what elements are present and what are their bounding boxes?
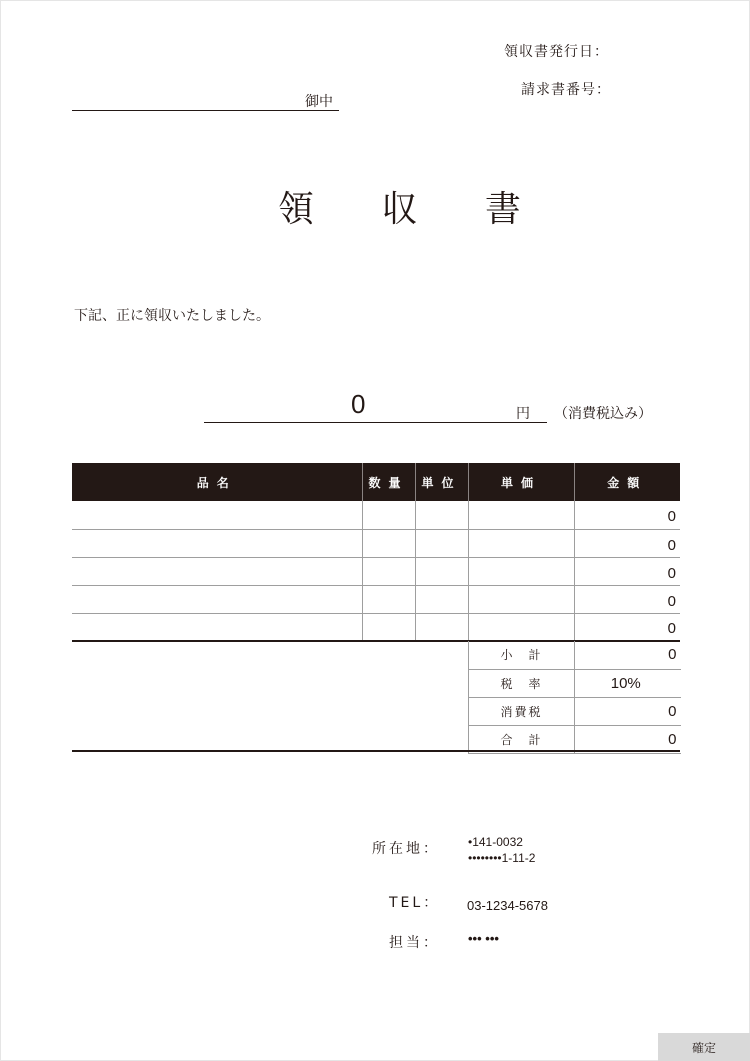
header-unit: 単位	[415, 463, 468, 501]
postal-code: •141-0032	[468, 835, 523, 849]
total-row	[469, 725, 681, 753]
receipt-message: 下記、正に領収いたしました。	[74, 308, 270, 324]
item-amount-cell: 0	[574, 585, 680, 613]
item-qty-cell[interactable]	[362, 613, 415, 641]
item-unit-cell[interactable]	[415, 613, 468, 641]
item-amount-cell: 0	[574, 613, 680, 641]
item-name-cell[interactable]	[72, 585, 362, 613]
subtotal-label: 小 計	[469, 641, 575, 669]
item-qty-cell[interactable]	[362, 557, 415, 585]
item-price-cell[interactable]	[468, 613, 574, 641]
tax-row	[469, 697, 681, 725]
summary-table	[468, 641, 681, 754]
tax-label: 消費税	[469, 697, 575, 725]
addressee-line	[72, 110, 339, 111]
item-name-cell[interactable]	[72, 557, 362, 585]
subtotal-row	[469, 641, 681, 669]
item-amount-cell: 0	[574, 501, 680, 529]
contact-label: 担当：	[389, 935, 440, 951]
item-price-cell[interactable]	[468, 529, 574, 557]
page-title: 領 収 書	[278, 189, 549, 230]
confirm-button[interactable]: 確定	[658, 1033, 750, 1061]
issue-date-label: 領収書発行日：	[504, 44, 609, 60]
item-unit-cell[interactable]	[415, 557, 468, 585]
header-amount: 金額	[574, 463, 680, 501]
header-quantity: 数量	[362, 463, 415, 501]
item-price-cell[interactable]	[468, 501, 574, 529]
table-row	[72, 557, 680, 585]
item-unit-cell[interactable]	[415, 585, 468, 613]
item-name-cell[interactable]	[72, 529, 362, 557]
subtotal-value: 0	[575, 641, 681, 669]
contact-value: ••• •••	[468, 931, 499, 946]
item-amount-cell: 0	[574, 557, 680, 585]
amount-currency: 円	[516, 406, 530, 422]
item-qty-cell[interactable]	[362, 529, 415, 557]
amount-value: 0	[351, 389, 366, 419]
item-qty-cell[interactable]	[362, 501, 415, 529]
header-item-name: 品名	[72, 463, 362, 501]
item-price-cell[interactable]	[468, 585, 574, 613]
total-value: 0	[575, 725, 681, 753]
table-row	[72, 613, 680, 641]
items-table	[72, 463, 680, 642]
address-label: 所在地：	[372, 841, 440, 857]
table-row	[72, 501, 680, 529]
amount-line	[204, 422, 547, 423]
address-value: ••••••••1-11-2	[468, 851, 536, 865]
tax-rate-row	[469, 669, 681, 697]
item-unit-cell[interactable]	[415, 501, 468, 529]
tax-rate-label: 税 率	[469, 669, 575, 697]
tax-included-note: （消費税込み）	[554, 406, 652, 422]
total-label: 合 計	[469, 725, 575, 753]
tax-rate-value[interactable]: 10%	[575, 669, 681, 697]
summary-bottom-rule	[72, 750, 680, 752]
table-row	[72, 585, 680, 613]
item-price-cell[interactable]	[468, 557, 574, 585]
addressee-honorific: 御中	[305, 94, 333, 110]
item-unit-cell[interactable]	[415, 529, 468, 557]
tel-value: 03-1234-5678	[467, 898, 548, 913]
item-name-cell[interactable]	[72, 613, 362, 641]
invoice-number-label: 請求書番号：	[521, 82, 611, 98]
tax-value: 0	[575, 697, 681, 725]
tel-label: TEL：	[389, 895, 441, 911]
header-unit-price: 単価	[468, 463, 574, 501]
item-qty-cell[interactable]	[362, 585, 415, 613]
table-row	[72, 529, 680, 557]
item-amount-cell: 0	[574, 529, 680, 557]
item-name-cell[interactable]	[72, 501, 362, 529]
items-header-row	[72, 463, 680, 501]
